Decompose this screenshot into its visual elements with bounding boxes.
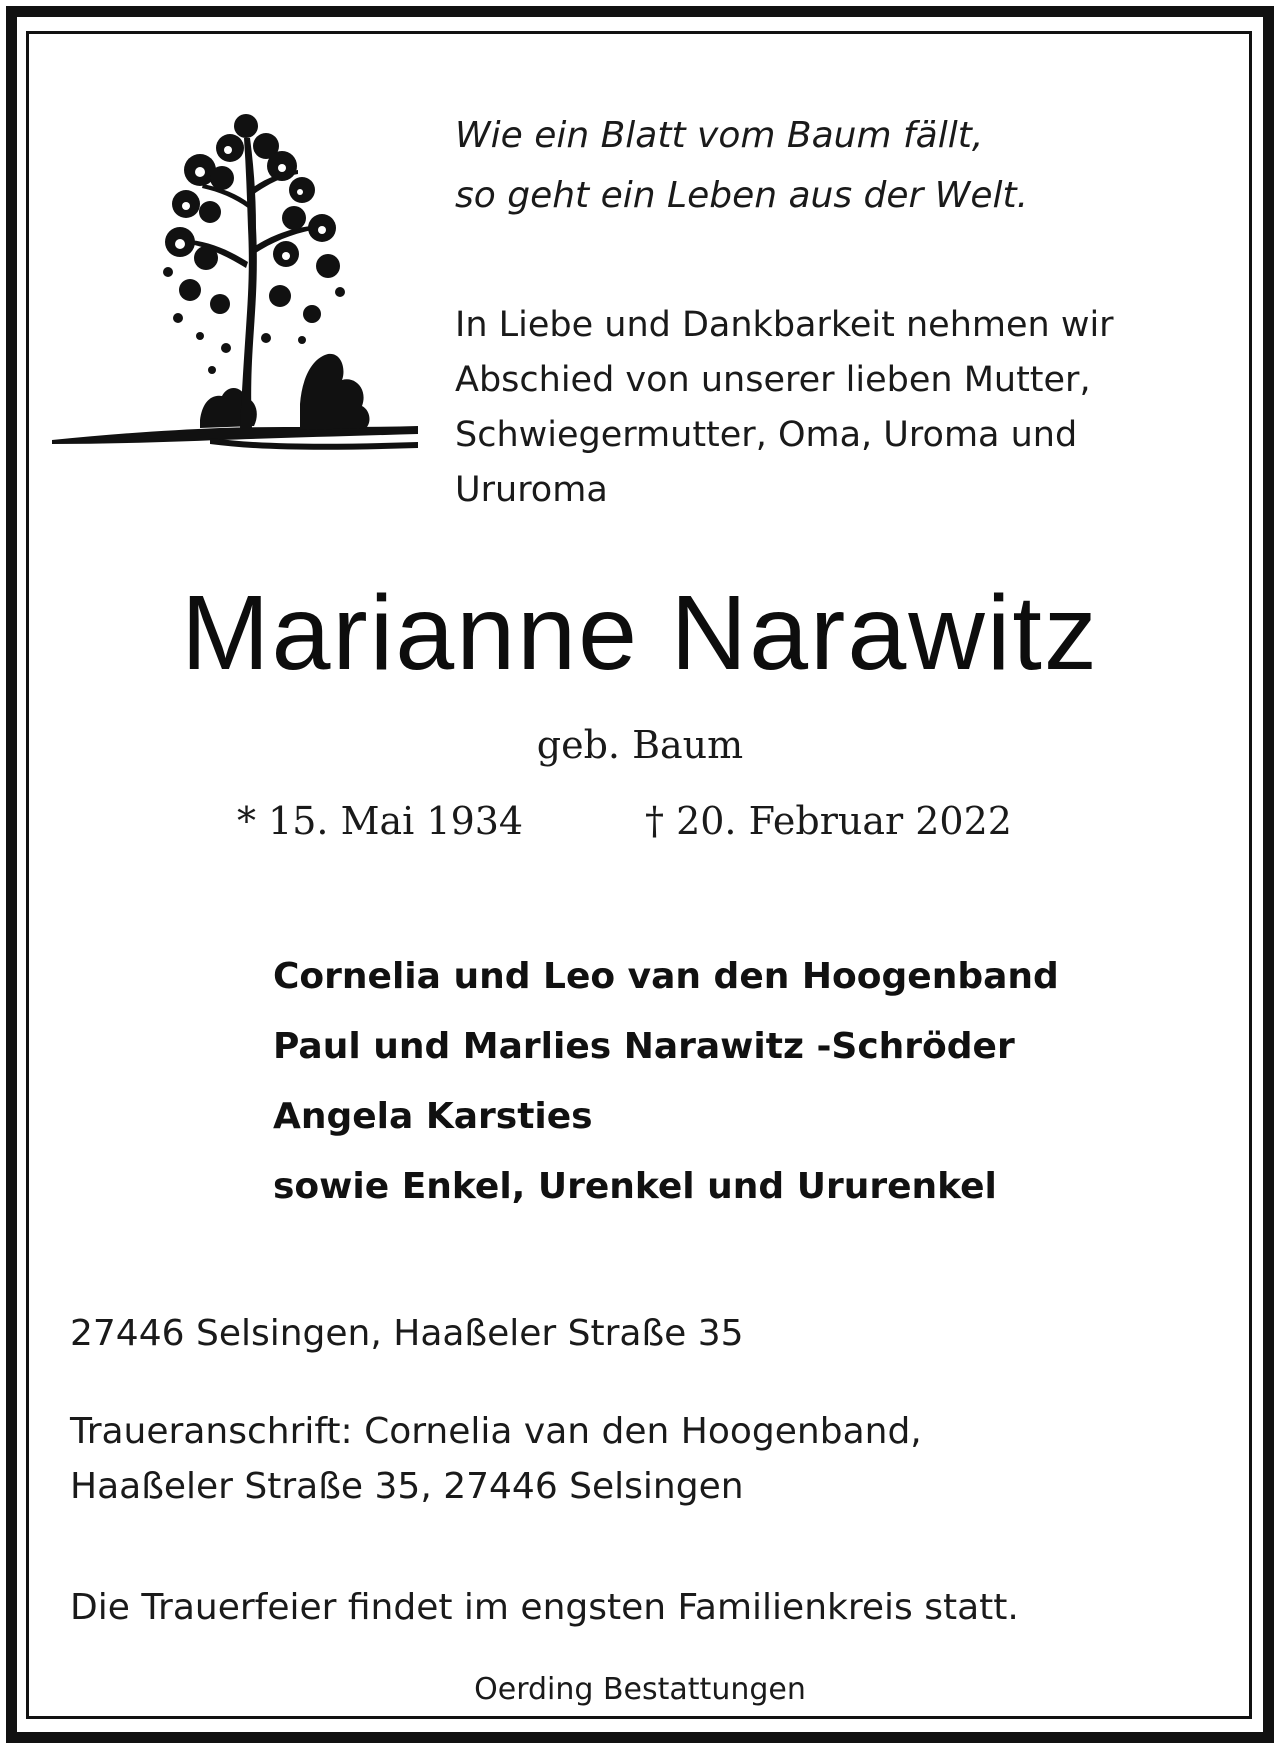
death-date: † 20. Februar 2022 bbox=[645, 799, 1012, 843]
mourner-entry: Paul und Marlies Narawitz -Schröder bbox=[273, 1026, 1015, 1067]
mourners-list bbox=[273, 942, 1059, 1222]
condolence-line-1: Traueranschrift: Cornelia van den Hoogenband, bbox=[70, 1411, 922, 1452]
intro-line-2: Abschied von unserer lieben Mutter, bbox=[455, 360, 1091, 400]
mourner-entry: Cornelia und Leo van den Hoogenband bbox=[273, 956, 1059, 997]
quote-line-2: so geht ein Leben aus der Welt. bbox=[455, 175, 1029, 216]
tree-illustration-icon bbox=[50, 108, 420, 458]
quote bbox=[455, 106, 1028, 226]
mourner-entry: Angela Karsties bbox=[273, 1096, 593, 1137]
undertaker-name: Oerding Bestattungen bbox=[474, 1672, 806, 1707]
home-address: 27446 Selsingen, Haaßeler Straße 35 bbox=[70, 1313, 744, 1354]
quote-line-1: Wie ein Blatt vom Baum fällt, bbox=[455, 115, 984, 156]
condolence-line-2: Haaßeler Straße 35, 27446 Selsingen bbox=[70, 1466, 744, 1507]
mourner-entry: sowie Enkel, Urenkel und Ururenkel bbox=[273, 1166, 997, 1207]
condolence-address bbox=[70, 1404, 922, 1514]
birth-date: * 15. Mai 1934 bbox=[237, 799, 524, 843]
intro-line-1: In Liebe und Dankbarkeit nehmen wir bbox=[455, 305, 1114, 345]
deceased-name: Marianne Narawitz bbox=[181, 574, 1099, 692]
intro-line-3: Schwiegermutter, Oma, Uroma und bbox=[455, 415, 1078, 455]
maiden-name: geb. Baum bbox=[536, 723, 744, 767]
ceremony-note: Die Trauerfeier findet im engsten Familienkreis statt. bbox=[70, 1587, 1019, 1628]
intro-line-4: Ururoma bbox=[455, 470, 608, 510]
intro-text bbox=[455, 298, 1114, 518]
